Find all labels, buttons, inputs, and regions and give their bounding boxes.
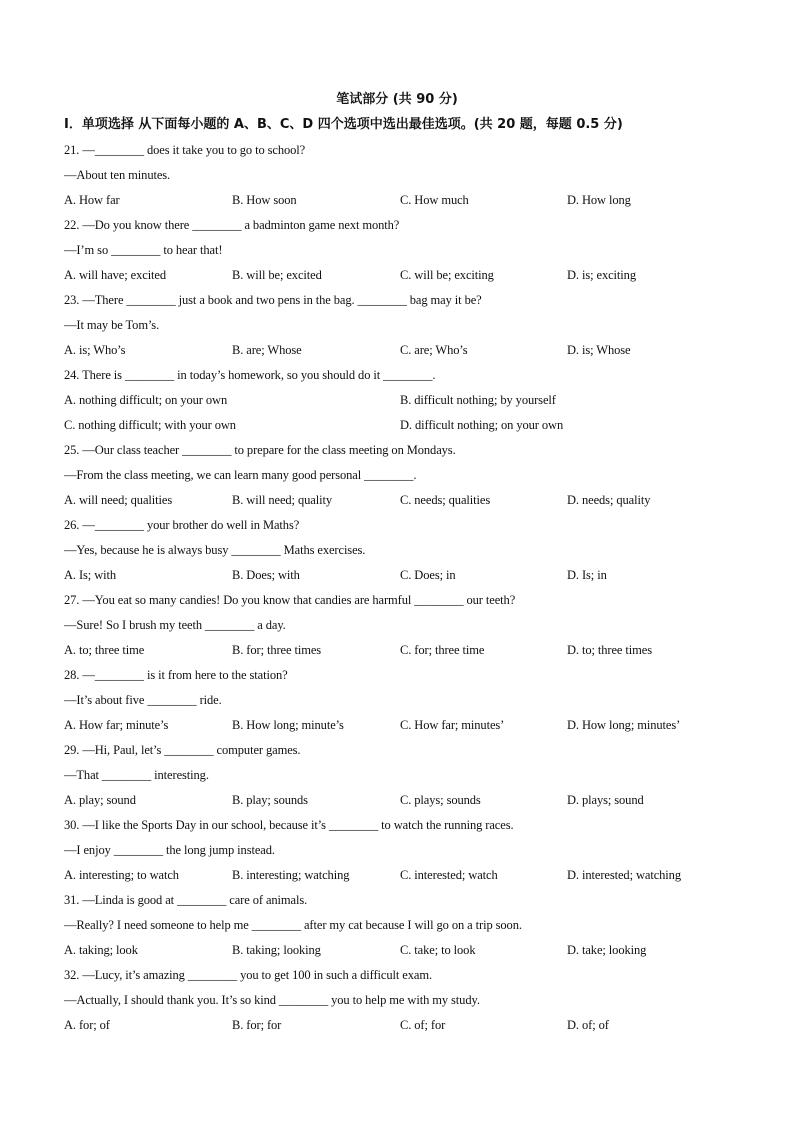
question-stem: 23. —There ________ just a book and two pens in the bag. ________ bag may it be? <box>64 293 482 307</box>
question-reply: —I’m so ________ to hear that! <box>64 243 223 257</box>
answer-option[interactable]: B. taking; looking <box>232 943 321 957</box>
answer-option[interactable]: C. interested; watch <box>400 868 498 882</box>
answer-option[interactable]: A. nothing difficult; on your own <box>64 393 228 407</box>
question-reply: —It’s about five ________ ride. <box>64 693 222 707</box>
answer-option[interactable]: A. How far; minute’s <box>64 718 169 732</box>
question-item <box>64 588 744 663</box>
answer-option[interactable]: A. How far <box>64 193 120 207</box>
question-reply: —It may be Tom’s. <box>64 318 160 332</box>
options-row <box>64 788 744 813</box>
answer-option[interactable]: A. is; Who’s <box>64 343 126 357</box>
question-item <box>64 963 744 1038</box>
answer-option[interactable]: A. interesting; to watch <box>64 868 179 882</box>
answer-option[interactable]: D. How long <box>567 193 631 207</box>
answer-option[interactable]: D. is; Whose <box>567 343 631 357</box>
options-row <box>64 488 744 513</box>
options-row <box>64 563 744 588</box>
question-stem: 31. —Linda is good at ________ care of animals. <box>64 893 308 907</box>
answer-option[interactable]: D. to; three times <box>567 643 652 657</box>
answer-option[interactable]: A. taking; look <box>64 943 138 957</box>
answer-option[interactable]: B. will be; excited <box>232 268 322 282</box>
answer-option[interactable]: B. interesting; watching <box>232 868 350 882</box>
options-row <box>64 413 744 438</box>
answer-option[interactable]: D. of; of <box>567 1018 609 1032</box>
answer-option[interactable]: D. needs; quality <box>567 493 651 507</box>
page-title: 笔试部分 (共 90 分) <box>336 92 458 107</box>
question-stem: 25. —Our class teacher ________ to prepare for the class meeting on Mondays. <box>64 443 456 457</box>
question-reply: —Really? I need someone to help me ________ after my cat because I will go on a trip soon. <box>64 918 522 932</box>
question-item <box>64 138 744 213</box>
question-item <box>64 513 744 588</box>
answer-option[interactable]: A. Is; with <box>64 568 117 582</box>
answer-option[interactable]: D. How long; minutes’ <box>567 718 681 732</box>
answer-option[interactable]: D. is; exciting <box>567 268 636 282</box>
options-row <box>64 938 744 963</box>
question-reply: —I enjoy ________ the long jump instead. <box>64 843 275 857</box>
options-row <box>64 713 744 738</box>
answer-option[interactable]: B. are; Whose <box>232 343 302 357</box>
answer-option[interactable]: C. How much <box>400 193 469 207</box>
answer-option[interactable]: B. How long; minute’s <box>232 718 344 732</box>
answer-option[interactable]: A. to; three time <box>64 643 145 657</box>
options-row <box>64 338 744 363</box>
question-stem: 32. —Lucy, it’s amazing ________ you to get 100 in such a difficult exam. <box>64 968 432 982</box>
answer-option[interactable]: D. plays; sound <box>567 793 644 807</box>
question-item <box>64 888 744 963</box>
question-list <box>64 138 744 1038</box>
answer-option[interactable]: D. interested; watching <box>567 868 681 882</box>
question-stem: 29. —Hi, Paul, let’s ________ computer games. <box>64 743 301 757</box>
question-item <box>64 363 744 438</box>
answer-option[interactable]: A. will need; qualities <box>64 493 173 507</box>
options-row <box>64 863 744 888</box>
question-reply: —About ten minutes. <box>64 168 171 182</box>
question-item <box>64 288 744 363</box>
question-item <box>64 438 744 513</box>
answer-option[interactable]: B. play; sounds <box>232 793 308 807</box>
answer-option[interactable]: D. Is; in <box>567 568 607 582</box>
question-item <box>64 213 744 288</box>
question-item <box>64 663 744 738</box>
answer-option[interactable]: C. of; for <box>400 1018 446 1032</box>
question-stem: 27. —You eat so many candies! Do you know that candies are harmful ________ our teeth? <box>64 593 516 607</box>
answer-option[interactable]: D. take; looking <box>567 943 647 957</box>
options-row <box>64 188 744 213</box>
question-item <box>64 738 744 813</box>
section-heading: Ⅰ．单项选择 从下面每小题的 A、B、C、D 四个选项中选出最佳选项。(共 20 题，每题 0.5 分) <box>64 117 623 132</box>
question-reply: —Actually, I should thank you. It’s so kind ________ you to help me with my study. <box>64 993 480 1007</box>
answer-option[interactable]: C. take; to look <box>400 943 476 957</box>
options-row <box>64 388 744 413</box>
answer-option[interactable]: B. for; for <box>232 1018 282 1032</box>
question-stem: 22. —Do you know there ________ a badminton game next month? <box>64 218 400 232</box>
options-row <box>64 638 744 663</box>
answer-option[interactable]: C. Does; in <box>400 568 456 582</box>
answer-option[interactable]: C. plays; sounds <box>400 793 481 807</box>
answer-option[interactable]: B. for; three times <box>232 643 322 657</box>
question-reply: —From the class meeting, we can learn many good personal ________. <box>64 468 417 482</box>
options-row <box>64 263 744 288</box>
question-item <box>64 813 744 888</box>
answer-option[interactable]: C. How far; minutes’ <box>400 718 505 732</box>
answer-option[interactable]: A. will have; excited <box>64 268 167 282</box>
question-stem: 21. —________ does it take you to go to school? <box>64 143 306 157</box>
answer-option[interactable]: B. difficult nothing; by yourself <box>400 393 556 407</box>
answer-option[interactable]: C. are; Who’s <box>400 343 468 357</box>
answer-option[interactable]: B. will need; quality <box>232 493 332 507</box>
answer-option[interactable]: B. How soon <box>232 193 297 207</box>
answer-option[interactable]: D. difficult nothing; on your own <box>400 418 564 432</box>
answer-option[interactable]: C. needs; qualities <box>400 493 491 507</box>
question-reply: —Yes, because he is always busy ________ Maths exercises. <box>64 543 366 557</box>
answer-option[interactable]: C. for; three time <box>400 643 485 657</box>
answer-option[interactable]: C. will be; exciting <box>400 268 494 282</box>
question-stem: 30. —I like the Sports Day in our school, because it’s ________ to watch the running races. <box>64 818 514 832</box>
question-reply: —That ________ interesting. <box>64 768 209 782</box>
answer-option[interactable]: A. play; sound <box>64 793 136 807</box>
answer-option[interactable]: B. Does; with <box>232 568 300 582</box>
question-stem: 24. There is ________ in today’s homework, so you should do it ________. <box>64 368 436 382</box>
question-stem: 28. —________ is it from here to the station? <box>64 668 288 682</box>
answer-option[interactable]: A. for; of <box>64 1018 110 1032</box>
question-stem: 26. —________ your brother do well in Maths? <box>64 518 300 532</box>
options-row <box>64 1013 744 1038</box>
answer-option[interactable]: C. nothing difficult; with your own <box>64 418 236 432</box>
question-reply: —Sure! So I brush my teeth ________ a day. <box>64 618 286 632</box>
